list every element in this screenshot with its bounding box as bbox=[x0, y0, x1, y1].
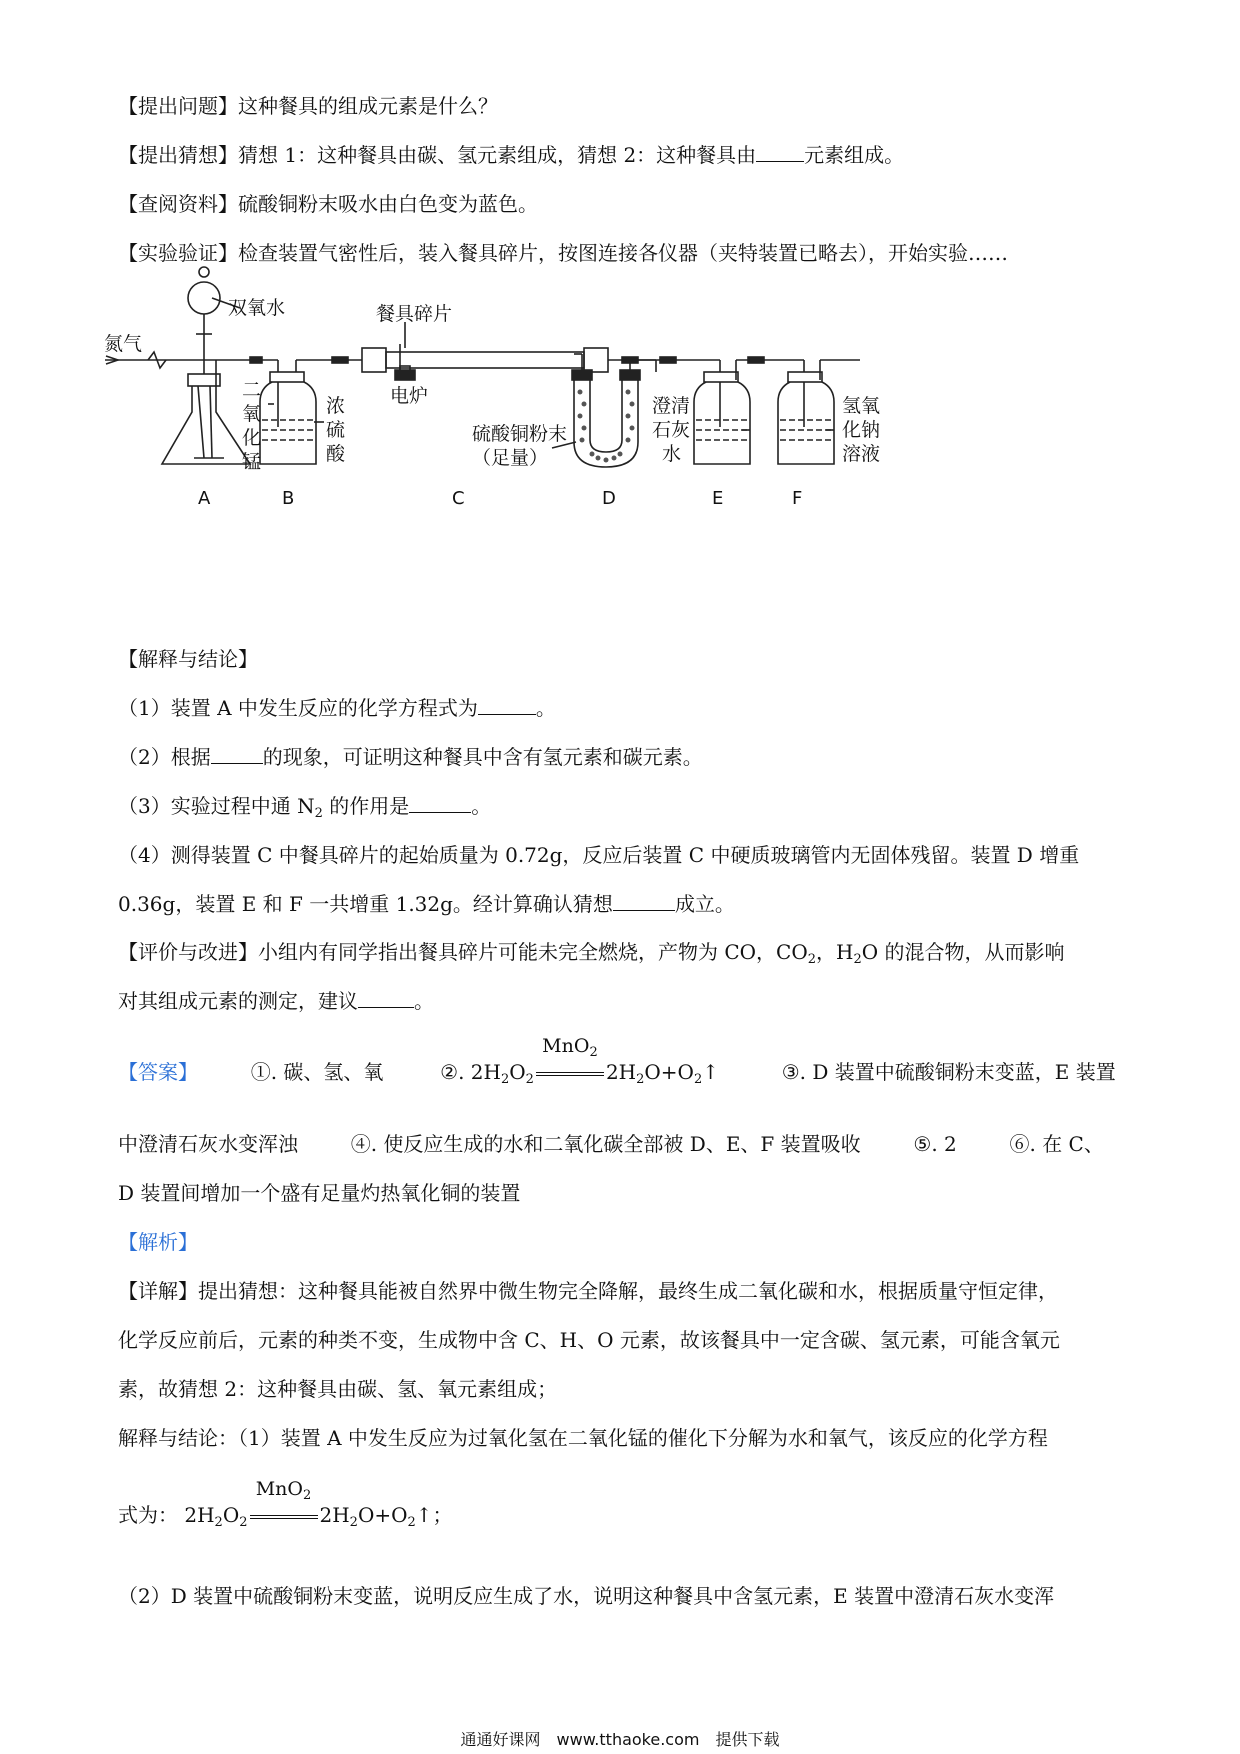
answer-blank bbox=[409, 792, 471, 813]
answer-1: ①. 碳、氢、氧 bbox=[250, 1060, 384, 1084]
label-fragments: 餐具碎片 bbox=[376, 303, 453, 325]
text: 对其组成元素的测定，建议 bbox=[118, 989, 358, 1013]
label-h2so4-1: 浓 bbox=[326, 395, 346, 417]
answer-3: ③. D 装置中硫酸铜粉末变蓝，E 装置 bbox=[781, 1060, 1116, 1084]
letter-b: B bbox=[282, 488, 295, 509]
apparatus-diagram bbox=[100, 262, 980, 512]
answer-tag: 【答案】 bbox=[118, 1060, 198, 1084]
text: 0.36g，装置 E 和 F 一共增重 1.32g。经计算确认猜想 bbox=[118, 892, 613, 916]
letter-d: D bbox=[602, 488, 616, 509]
label-cuso4: 硫酸铜粉末 bbox=[472, 423, 568, 445]
label-limewater-1: 澄清 bbox=[652, 395, 691, 417]
answer-blank bbox=[613, 890, 675, 911]
answer-6: ⑥. 在 C、 bbox=[1009, 1132, 1104, 1156]
text: （1）装置 A 中发生反应的化学方程式为 bbox=[118, 696, 478, 720]
question-1 bbox=[118, 694, 556, 722]
catalyst: MnO$_2$ bbox=[255, 1478, 312, 1503]
text: 式为： bbox=[118, 1503, 178, 1527]
label-naoh-1: 氢氧 bbox=[842, 395, 881, 417]
equation: $2H_2O_2$ MnO$_2$ $2H_2O+O_2↑$； bbox=[184, 1503, 452, 1527]
evaluation-line-1 bbox=[118, 938, 1065, 974]
section-heading: 【解释与结论】 bbox=[118, 647, 258, 671]
text: （3）实验过程中通 N bbox=[118, 794, 315, 818]
letter-f: F bbox=[792, 488, 803, 509]
answer-line-1 bbox=[118, 1035, 1116, 1094]
answer-5: ⑤. 2 bbox=[913, 1132, 957, 1156]
text: 【评价与改进】小组内有同学指出餐具碎片可能未完全燃烧，产物为 CO，CO bbox=[118, 940, 808, 964]
catalyst: MnO$_2$ bbox=[542, 1035, 598, 1060]
answer-4: ④. 使反应生成的水和二氧化碳全部被 D、E、F 装置吸收 bbox=[350, 1132, 861, 1156]
label-mno2-3: 化 bbox=[242, 427, 262, 449]
answer-blank bbox=[478, 694, 536, 715]
reference-line: 【查阅资料】硫酸铜粉末吸水由白色变为蓝色。 bbox=[118, 192, 538, 216]
question-2 bbox=[118, 743, 703, 771]
label-furnace: 电炉 bbox=[390, 385, 429, 407]
label-naoh-2: 化钠 bbox=[842, 419, 881, 441]
answer-blank bbox=[358, 987, 414, 1008]
letter-a: A bbox=[198, 488, 211, 509]
label-n2: 氮气 bbox=[104, 333, 143, 355]
analysis-tag: 【解析】 bbox=[118, 1230, 198, 1254]
letter-c: C bbox=[452, 488, 465, 509]
text: O 的混合物，从而影响 bbox=[861, 940, 1065, 964]
text: 。 bbox=[471, 794, 492, 818]
label-limewater-2: 石灰 bbox=[652, 419, 691, 441]
answer-blank bbox=[756, 141, 804, 162]
question-3 bbox=[118, 792, 491, 828]
text: 的现象，可证明这种餐具中含有氢元素和碳元素。 bbox=[262, 745, 703, 769]
label-cuso4-sufficient: （足量） bbox=[472, 447, 549, 469]
answer-line-2 bbox=[118, 1130, 1104, 1158]
question-4a: （4）测得装置 C 中餐具碎片的起始质量为 0.72g，反应后装置 C 中硬质玻璃管内无固体残留。装置 D 增重 bbox=[118, 843, 1080, 867]
text: 。 bbox=[414, 989, 434, 1013]
detail-line-6: （2）D 装置中硫酸铜粉末变蓝，说明反应生成了水，说明这种餐具中含氢元素，E 装置中澄清石灰水变浑 bbox=[118, 1584, 1055, 1608]
answer-line-3: D 装置间增加一个盛有足量灼热氧化铜的装置 bbox=[118, 1181, 521, 1205]
experiment-line: 【实验验证】检查装置气密性后，装入餐具碎片，按图连接各仪器（夹特装置已略去），开始实验…… bbox=[118, 241, 1008, 265]
label-naoh-3: 溶液 bbox=[842, 443, 881, 465]
label-mno2-2: 氧 bbox=[242, 403, 262, 425]
hypothesis-line bbox=[118, 141, 904, 169]
question-4b bbox=[118, 890, 735, 918]
subscript: 2 bbox=[314, 806, 323, 821]
label-h2so4-3: 酸 bbox=[326, 443, 346, 465]
answer-2: ②. $2H_2O_2$ MnO$_2$ $2H_2O+O_2↑$ bbox=[440, 1060, 719, 1084]
subscript: 2 bbox=[807, 952, 817, 967]
detail-line-2: 化学反应前后，元素的种类不变，生成物中含 C、H、O 元素，故该餐具中一定含碳、氢元素，可能含氧元 bbox=[118, 1328, 1060, 1352]
question-line: 【提出问题】这种餐具的组成元素是什么？ bbox=[118, 94, 498, 118]
letter-e: E bbox=[712, 488, 724, 509]
answer-3-cont: 中澄清石灰水变浑浊 bbox=[118, 1132, 298, 1156]
answer-blank bbox=[211, 743, 263, 764]
label-mno2-1: 二 bbox=[242, 379, 262, 401]
label-h2o2: 双氧水 bbox=[228, 297, 286, 319]
evaluation-line-2 bbox=[118, 987, 434, 1015]
text: 元素组成。 bbox=[804, 143, 905, 167]
detail-line-1: 【详解】提出猜想：这种餐具能被自然界中微生物完全降解，最终生成二氧化碳和水，根据质量守恒定律， bbox=[118, 1279, 1058, 1303]
text: 。 bbox=[535, 696, 556, 720]
subscript: 2 bbox=[853, 952, 862, 967]
text: 成立。 bbox=[674, 892, 735, 916]
text: 的作用是 bbox=[322, 794, 410, 818]
text: 【提出猜想】猜想 1：这种餐具由碳、氢元素组成，猜想 2：这种餐具由 bbox=[118, 143, 757, 167]
label-limewater-3: 水 bbox=[662, 443, 682, 465]
label-mno2-4: 锰 bbox=[242, 451, 262, 473]
detail-line-3: 素，故猜想 2：这种餐具由碳、氢、氧元素组成； bbox=[118, 1377, 558, 1401]
label-h2so4-2: 硫 bbox=[326, 419, 346, 441]
detail-line-4: 解释与结论：（1）装置 A 中发生反应为过氧化氢在二氧化锰的催化下分解为水和氧气，该反应的化学方程 bbox=[118, 1426, 1048, 1450]
footer: 通通好课网 www.tthaoke.com 提供下载 bbox=[460, 1730, 780, 1749]
detail-line-5 bbox=[118, 1478, 453, 1537]
text: ，H bbox=[816, 940, 854, 964]
text: （2）根据 bbox=[118, 745, 211, 769]
